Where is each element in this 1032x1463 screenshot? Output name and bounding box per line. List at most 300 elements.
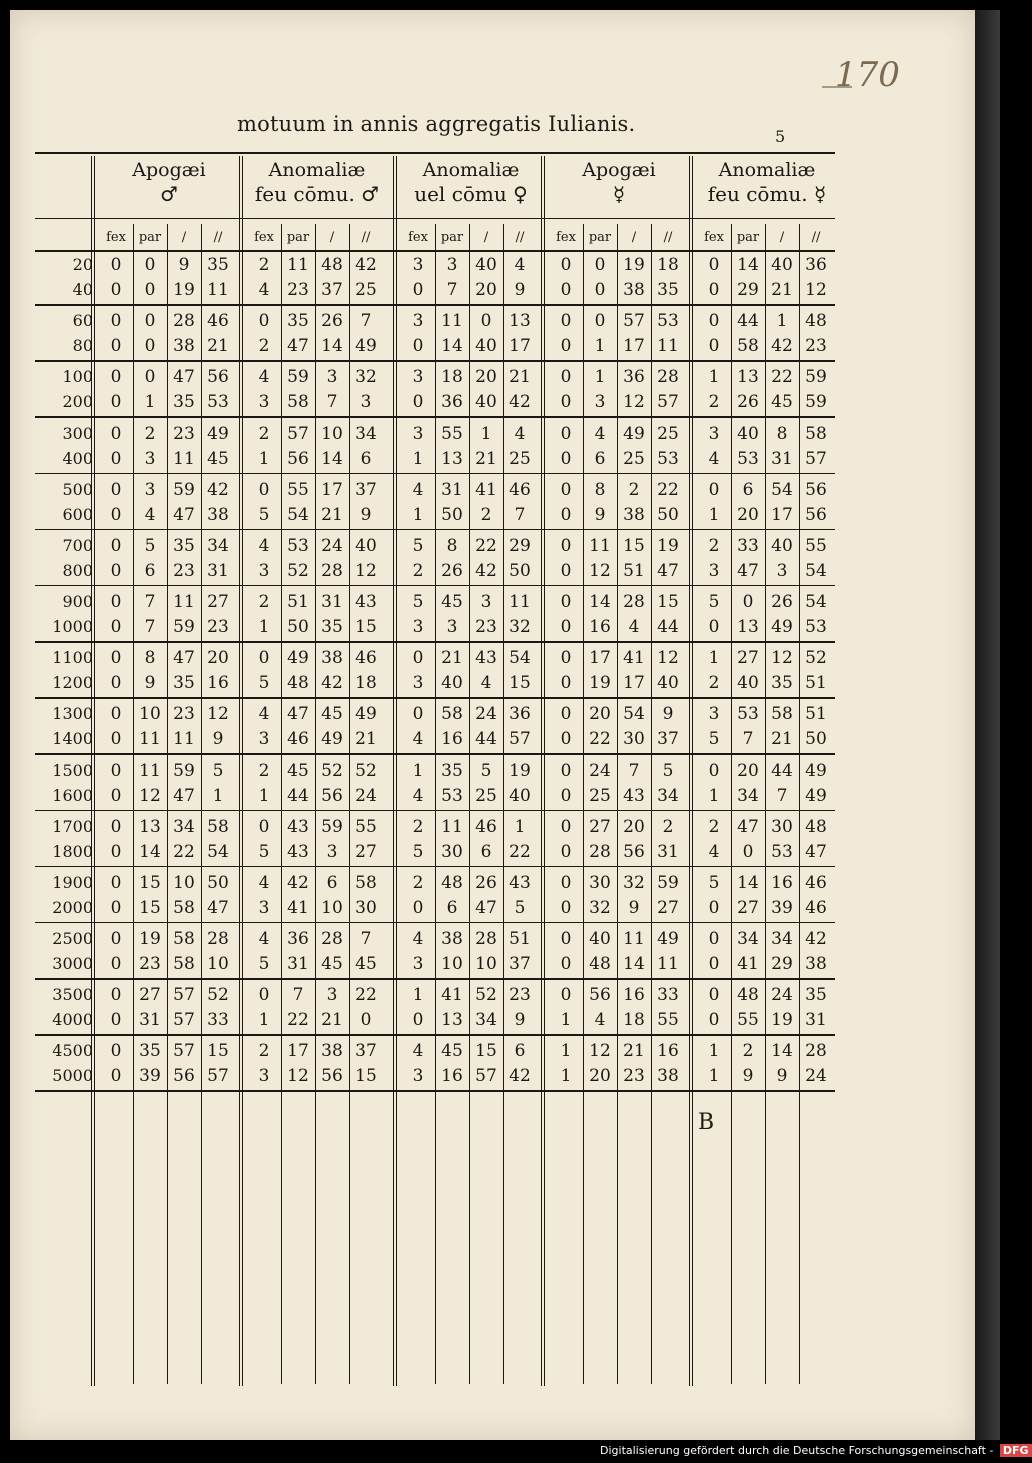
table-cell: 21 <box>771 280 793 300</box>
table-cell: 40 <box>475 255 497 275</box>
table-cell: 13 <box>509 311 531 332</box>
table-cell: 11 <box>173 448 195 469</box>
year-label: 1300 <box>52 704 93 724</box>
table-cell: 9 <box>628 897 640 918</box>
year-label: 40 <box>72 280 93 299</box>
table-cell: 7 <box>628 760 640 781</box>
table-cell: 53 <box>737 448 759 469</box>
table-cell: 0 <box>412 897 424 918</box>
table-cell: 7 <box>360 929 372 950</box>
table-cell: 58 <box>737 336 759 357</box>
column-subheader: // <box>811 230 821 245</box>
table-cell: 46 <box>805 897 827 918</box>
table-cell: 38 <box>173 336 195 357</box>
table-cell: 11 <box>509 592 531 613</box>
table-cell: 3 <box>412 311 424 332</box>
table-cell: 11 <box>657 954 679 975</box>
table-cell: 0 <box>708 280 720 300</box>
table-cell: 22 <box>509 841 531 862</box>
table-cell: 57 <box>623 311 645 332</box>
table-cell: 19 <box>657 535 679 556</box>
table-cell: 50 <box>657 504 679 525</box>
table-cell: 0 <box>560 448 572 469</box>
table-cell: 8 <box>144 648 156 669</box>
table-cell: 38 <box>207 504 229 525</box>
table-cell: 3 <box>708 423 720 444</box>
table-cell: 56 <box>287 448 309 469</box>
table-cell: 55 <box>287 479 309 500</box>
table-cell: 53 <box>657 311 679 332</box>
table-cell: 17 <box>321 479 343 500</box>
year-label: 100 <box>62 367 93 387</box>
table-cell: 0 <box>560 841 572 862</box>
table-cell: 0 <box>708 985 720 1006</box>
table-cell: 17 <box>623 673 645 694</box>
table-cell: 2 <box>258 336 270 357</box>
table-cell: 52 <box>355 760 377 781</box>
table-cell: 4 <box>258 535 270 556</box>
row-pair-rule <box>35 810 835 812</box>
footer-text: Digitalisierung gefördert durch die Deutsche Forschungsgemeinschaft - <box>600 1444 994 1457</box>
table-cell: 23 <box>475 617 497 638</box>
table-cell: 22 <box>287 1010 309 1031</box>
table-cell: 42 <box>805 929 827 950</box>
table-cell: 40 <box>441 673 463 694</box>
table-cell: 58 <box>287 392 309 413</box>
table-cell: 56 <box>805 479 827 500</box>
table-cell: 44 <box>287 785 309 806</box>
table-cell: 0 <box>742 841 754 862</box>
table-cell: 43 <box>623 785 645 806</box>
table-cell: 1 <box>412 448 424 469</box>
table-cell: 20 <box>589 1066 611 1087</box>
table-cell: 57 <box>173 1010 195 1031</box>
table-cell: 40 <box>737 423 759 444</box>
table-cell: 37 <box>355 479 377 500</box>
table-cell: 2 <box>258 423 270 444</box>
year-label: 5000 <box>52 1066 93 1086</box>
table-cell: 47 <box>287 336 309 357</box>
table-cell: 36 <box>509 704 531 725</box>
table-cell: 24 <box>355 785 377 806</box>
group-divider <box>396 156 397 1386</box>
table-cell: 38 <box>441 929 463 950</box>
table-cell: 0 <box>560 673 572 694</box>
group-divider <box>239 156 240 1386</box>
table-cell: 26 <box>771 592 793 613</box>
column-subheader: fex <box>556 230 576 245</box>
row-pair-rule <box>35 866 835 868</box>
group-divider <box>692 156 693 1386</box>
table-cell: 47 <box>805 841 827 862</box>
table-cell: 0 <box>560 897 572 918</box>
table-cell: 43 <box>475 648 497 669</box>
table-cell: 50 <box>509 560 531 581</box>
table-cell: 3 <box>480 592 492 613</box>
table-cell: 4 <box>412 1041 424 1062</box>
table-cell: 4 <box>412 479 424 500</box>
table-cell: 35 <box>207 255 229 275</box>
table-cell: 8 <box>776 423 788 444</box>
table-cell: 37 <box>657 729 679 750</box>
table-cell: 16 <box>441 729 463 750</box>
table-cell: 14 <box>737 872 759 893</box>
table-cell: 1 <box>708 785 720 806</box>
table-cell: 49 <box>805 760 827 781</box>
table-cell: 59 <box>173 617 195 638</box>
column-group-header <box>545 158 693 214</box>
table-cell: 48 <box>805 816 827 837</box>
table-cell: 21 <box>509 367 531 388</box>
table-cell: 16 <box>657 1041 679 1062</box>
table-cell: 14 <box>623 954 645 975</box>
table-cell: 6 <box>360 448 372 469</box>
table-cell: 49 <box>623 423 645 444</box>
table-cell: 30 <box>355 897 377 918</box>
column-group-header <box>693 158 841 214</box>
column-subheader: fex <box>254 230 274 245</box>
table-cell: 19 <box>589 673 611 694</box>
table-cell: 0 <box>144 367 156 388</box>
row-pair-rule <box>35 641 835 643</box>
table-cell: 4 <box>480 673 492 694</box>
table-cell: 6 <box>514 1041 526 1062</box>
table-cell: 45 <box>441 1041 463 1062</box>
table-cell: 45 <box>441 592 463 613</box>
table-cell: 58 <box>355 872 377 893</box>
table-cell: 48 <box>589 954 611 975</box>
table-cell: 2 <box>708 816 720 837</box>
table-cell: 0 <box>110 392 122 413</box>
table-cell: 0 <box>594 311 606 332</box>
table-cell: 2 <box>480 504 492 525</box>
table-cell: 52 <box>321 760 343 781</box>
column-subheader: fex <box>408 230 428 245</box>
table-cell: 21 <box>355 729 377 750</box>
table-cell: 0 <box>560 336 572 357</box>
table-cell: 0 <box>110 1041 122 1062</box>
table-cell: 57 <box>173 985 195 1006</box>
table-cell: 35 <box>441 760 463 781</box>
table-cell: 38 <box>321 648 343 669</box>
table-cell: 0 <box>560 280 572 300</box>
table-cell: 3 <box>708 704 720 725</box>
table-cell: 0 <box>110 504 122 525</box>
table-cell: 0 <box>360 1010 372 1031</box>
table-cell: 31 <box>287 954 309 975</box>
table-cell: 0 <box>110 954 122 975</box>
table-cell: 1 <box>212 785 224 806</box>
table-cell: 21 <box>441 648 463 669</box>
table-cell: 0 <box>708 929 720 950</box>
group-subtitle: uel cōmu ♀ <box>414 182 528 206</box>
table-cell: 10 <box>207 954 229 975</box>
table-cell: 34 <box>207 535 229 556</box>
table-cell: 3 <box>412 954 424 975</box>
table-cell: 0 <box>560 704 572 725</box>
row-pair-rule <box>35 529 835 531</box>
table-cell: 31 <box>207 560 229 581</box>
column-group-header <box>243 158 391 214</box>
table-cell: 52 <box>207 985 229 1006</box>
table-cell: 11 <box>173 729 195 750</box>
year-label: 2000 <box>52 897 93 917</box>
table-cell: 57 <box>805 448 827 469</box>
table-cell: 56 <box>207 367 229 388</box>
table-cell: 11 <box>287 255 309 275</box>
table-cell: 0 <box>110 985 122 1006</box>
table-cell: 2 <box>708 535 720 556</box>
table-cell: 2 <box>412 560 424 581</box>
table-cell: 42 <box>321 673 343 694</box>
table-cell: 1 <box>258 617 270 638</box>
table-cell: 5 <box>258 841 270 862</box>
year-label: 2500 <box>52 929 93 949</box>
table-cell: 0 <box>110 816 122 837</box>
year-label: 300 <box>62 423 93 443</box>
table-cell: 11 <box>139 729 161 750</box>
table-cell: 35 <box>173 673 195 694</box>
table-cell: 28 <box>589 841 611 862</box>
table-cell: 5 <box>258 673 270 694</box>
table-cell: 28 <box>173 311 195 332</box>
table-cell: 45 <box>321 704 343 725</box>
table-cell: 5 <box>412 592 424 613</box>
table-cell: 1 <box>560 1041 572 1062</box>
table-cell: 23 <box>173 704 195 725</box>
year-label: 1700 <box>52 816 93 836</box>
table-cell: 17 <box>771 504 793 525</box>
table-cell: 24 <box>475 704 497 725</box>
table-cell: 3 <box>446 617 458 638</box>
table-cell: 10 <box>321 423 343 444</box>
table-cell: 0 <box>708 336 720 357</box>
table-cell: 24 <box>589 760 611 781</box>
table-cell: 47 <box>173 367 195 388</box>
table-cell: 22 <box>173 841 195 862</box>
table-cell: 0 <box>560 479 572 500</box>
table-cell: 34 <box>355 423 377 444</box>
table-cell: 0 <box>594 280 606 300</box>
year-label: 1900 <box>52 872 93 892</box>
table-cell: 27 <box>589 816 611 837</box>
table-cell: 47 <box>737 560 759 581</box>
table-cell: 31 <box>441 479 463 500</box>
table-cell: 49 <box>287 648 309 669</box>
table-cell: 59 <box>657 872 679 893</box>
table-cell: 0 <box>110 448 122 469</box>
table-cell: 0 <box>560 592 572 613</box>
table-cell: 3 <box>144 448 156 469</box>
table-cell: 49 <box>771 617 793 638</box>
table-cell: 9 <box>594 504 606 525</box>
row-pair-rule <box>35 304 835 306</box>
table-cell: 40 <box>475 336 497 357</box>
table-cell: 45 <box>321 954 343 975</box>
table-cell: 48 <box>737 985 759 1006</box>
column-group-header <box>95 158 243 214</box>
table-cell: 54 <box>287 504 309 525</box>
table-cell: 7 <box>514 504 526 525</box>
table-cell: 49 <box>657 929 679 950</box>
table-cell: 6 <box>446 897 458 918</box>
column-subheader: par <box>736 230 760 245</box>
table-cell: 51 <box>509 929 531 950</box>
table-cell: 6 <box>144 560 156 581</box>
table-cell: 1 <box>708 504 720 525</box>
table-cell: 16 <box>771 872 793 893</box>
table-cell: 47 <box>173 504 195 525</box>
table-cell: 22 <box>355 985 377 1006</box>
table-cell: 37 <box>509 954 531 975</box>
table-cell: 42 <box>509 392 531 413</box>
table-cell: 12 <box>589 1041 611 1062</box>
table-cell: 0 <box>110 760 122 781</box>
table-cell: 38 <box>623 504 645 525</box>
table-cell: 20 <box>589 704 611 725</box>
table-cell: 39 <box>771 897 793 918</box>
table-cell: 54 <box>509 648 531 669</box>
column-subheader: // <box>213 230 223 245</box>
table-cell: 19 <box>173 280 195 300</box>
year-label: 1100 <box>52 648 93 668</box>
year-label: 1800 <box>52 841 93 861</box>
gathering-letter: B <box>698 1110 715 1135</box>
digitization-footer <box>600 1444 1032 1457</box>
table-cell: 40 <box>355 535 377 556</box>
table-cell: 26 <box>321 311 343 332</box>
table-cell: 35 <box>287 311 309 332</box>
column-subheader: // <box>663 230 673 245</box>
table-cell: 40 <box>771 535 793 556</box>
table-cell: 29 <box>771 954 793 975</box>
table-cell: 13 <box>139 816 161 837</box>
table-cell: 1 <box>708 1041 720 1062</box>
table-cell: 47 <box>287 704 309 725</box>
group-subtitle: ☿ <box>612 182 626 206</box>
table-cell: 57 <box>657 392 679 413</box>
group-divider <box>544 156 545 1386</box>
year-label: 600 <box>62 504 93 524</box>
table-cell: 2 <box>628 479 640 500</box>
table-cell: 24 <box>771 985 793 1006</box>
table-cell: 0 <box>708 479 720 500</box>
table-cell: 2 <box>258 255 270 275</box>
table-cell: 35 <box>321 617 343 638</box>
table-cell: 4 <box>258 280 270 300</box>
table-cell: 11 <box>657 336 679 357</box>
table-cell: 5 <box>212 760 224 781</box>
table-cell: 29 <box>737 280 759 300</box>
table-cell: 0 <box>560 311 572 332</box>
table-cell: 47 <box>657 560 679 581</box>
table-cell: 55 <box>737 1010 759 1031</box>
table-cell: 40 <box>475 392 497 413</box>
column-subheader: fex <box>106 230 126 245</box>
table-cell: 0 <box>560 785 572 806</box>
table-cell: 26 <box>475 872 497 893</box>
table-cell: 14 <box>321 336 343 357</box>
table-cell: 0 <box>560 255 572 275</box>
table-cell: 0 <box>594 255 606 275</box>
table-cell: 1 <box>412 504 424 525</box>
table-cell: 0 <box>110 704 122 725</box>
table-cell: 10 <box>475 954 497 975</box>
table-cell: 25 <box>657 423 679 444</box>
table-cell: 50 <box>207 872 229 893</box>
table-cell: 59 <box>805 392 827 413</box>
table-cell: 9 <box>144 673 156 694</box>
table-cell: 5 <box>258 504 270 525</box>
table-cell: 53 <box>805 617 827 638</box>
table-cell: 34 <box>737 929 759 950</box>
table-cell: 12 <box>657 648 679 669</box>
year-label: 80 <box>72 336 93 356</box>
table-cell: 0 <box>708 954 720 975</box>
table-cell: 42 <box>355 255 377 275</box>
table-cell: 1 <box>776 311 788 332</box>
table-cell: 54 <box>805 560 827 581</box>
column-subheader: par <box>588 230 612 245</box>
table-cell: 36 <box>287 929 309 950</box>
table-cell: 15 <box>475 1041 497 1062</box>
table-cell: 0 <box>110 1010 122 1031</box>
table-cell: 15 <box>355 1066 377 1087</box>
table-cell: 8 <box>446 535 458 556</box>
table-cell: 3 <box>326 985 338 1006</box>
group-subtitle: ♂ <box>160 182 178 206</box>
table-cell: 44 <box>475 729 497 750</box>
table-cell: 51 <box>623 560 645 581</box>
table-cell: 0 <box>412 648 424 669</box>
table-cell: 41 <box>737 954 759 975</box>
table-cell: 1 <box>412 985 424 1006</box>
table-cell: 1 <box>594 367 606 388</box>
table-cell: 58 <box>207 816 229 837</box>
table-cell: 45 <box>207 448 229 469</box>
table-cell: 53 <box>657 448 679 469</box>
table-cell: 4 <box>412 785 424 806</box>
table-cell: 1 <box>258 1010 270 1031</box>
table-cell: 44 <box>737 311 759 332</box>
table-cell: 35 <box>657 280 679 300</box>
table-cell: 0 <box>560 729 572 750</box>
table-cell: 2 <box>258 1041 270 1062</box>
column-subheader: / <box>631 230 637 245</box>
table-cell: 16 <box>441 1066 463 1087</box>
table-cell: 58 <box>771 704 793 725</box>
row-pair-rule <box>35 978 835 980</box>
table-cell: 19 <box>771 1010 793 1031</box>
table-cell: 0 <box>560 504 572 525</box>
running-title: motuum in annis aggregatis Iulianis. <box>237 112 636 136</box>
table-cell: 42 <box>509 1066 531 1087</box>
table-cell: 49 <box>805 785 827 806</box>
table-cell: 0 <box>110 929 122 950</box>
table-cell: 23 <box>805 336 827 357</box>
table-cell: 0 <box>110 255 122 275</box>
table-cell: 36 <box>623 367 645 388</box>
row-pair-rule <box>35 416 835 418</box>
table-cell: 0 <box>258 985 270 1006</box>
year-label: 4000 <box>52 1010 93 1030</box>
table-cell: 1 <box>514 816 526 837</box>
year-label: 1600 <box>52 785 93 805</box>
table-cell: 0 <box>708 311 720 332</box>
table-cell: 7 <box>446 280 458 300</box>
table-cell: 26 <box>737 392 759 413</box>
table-cell: 58 <box>441 704 463 725</box>
